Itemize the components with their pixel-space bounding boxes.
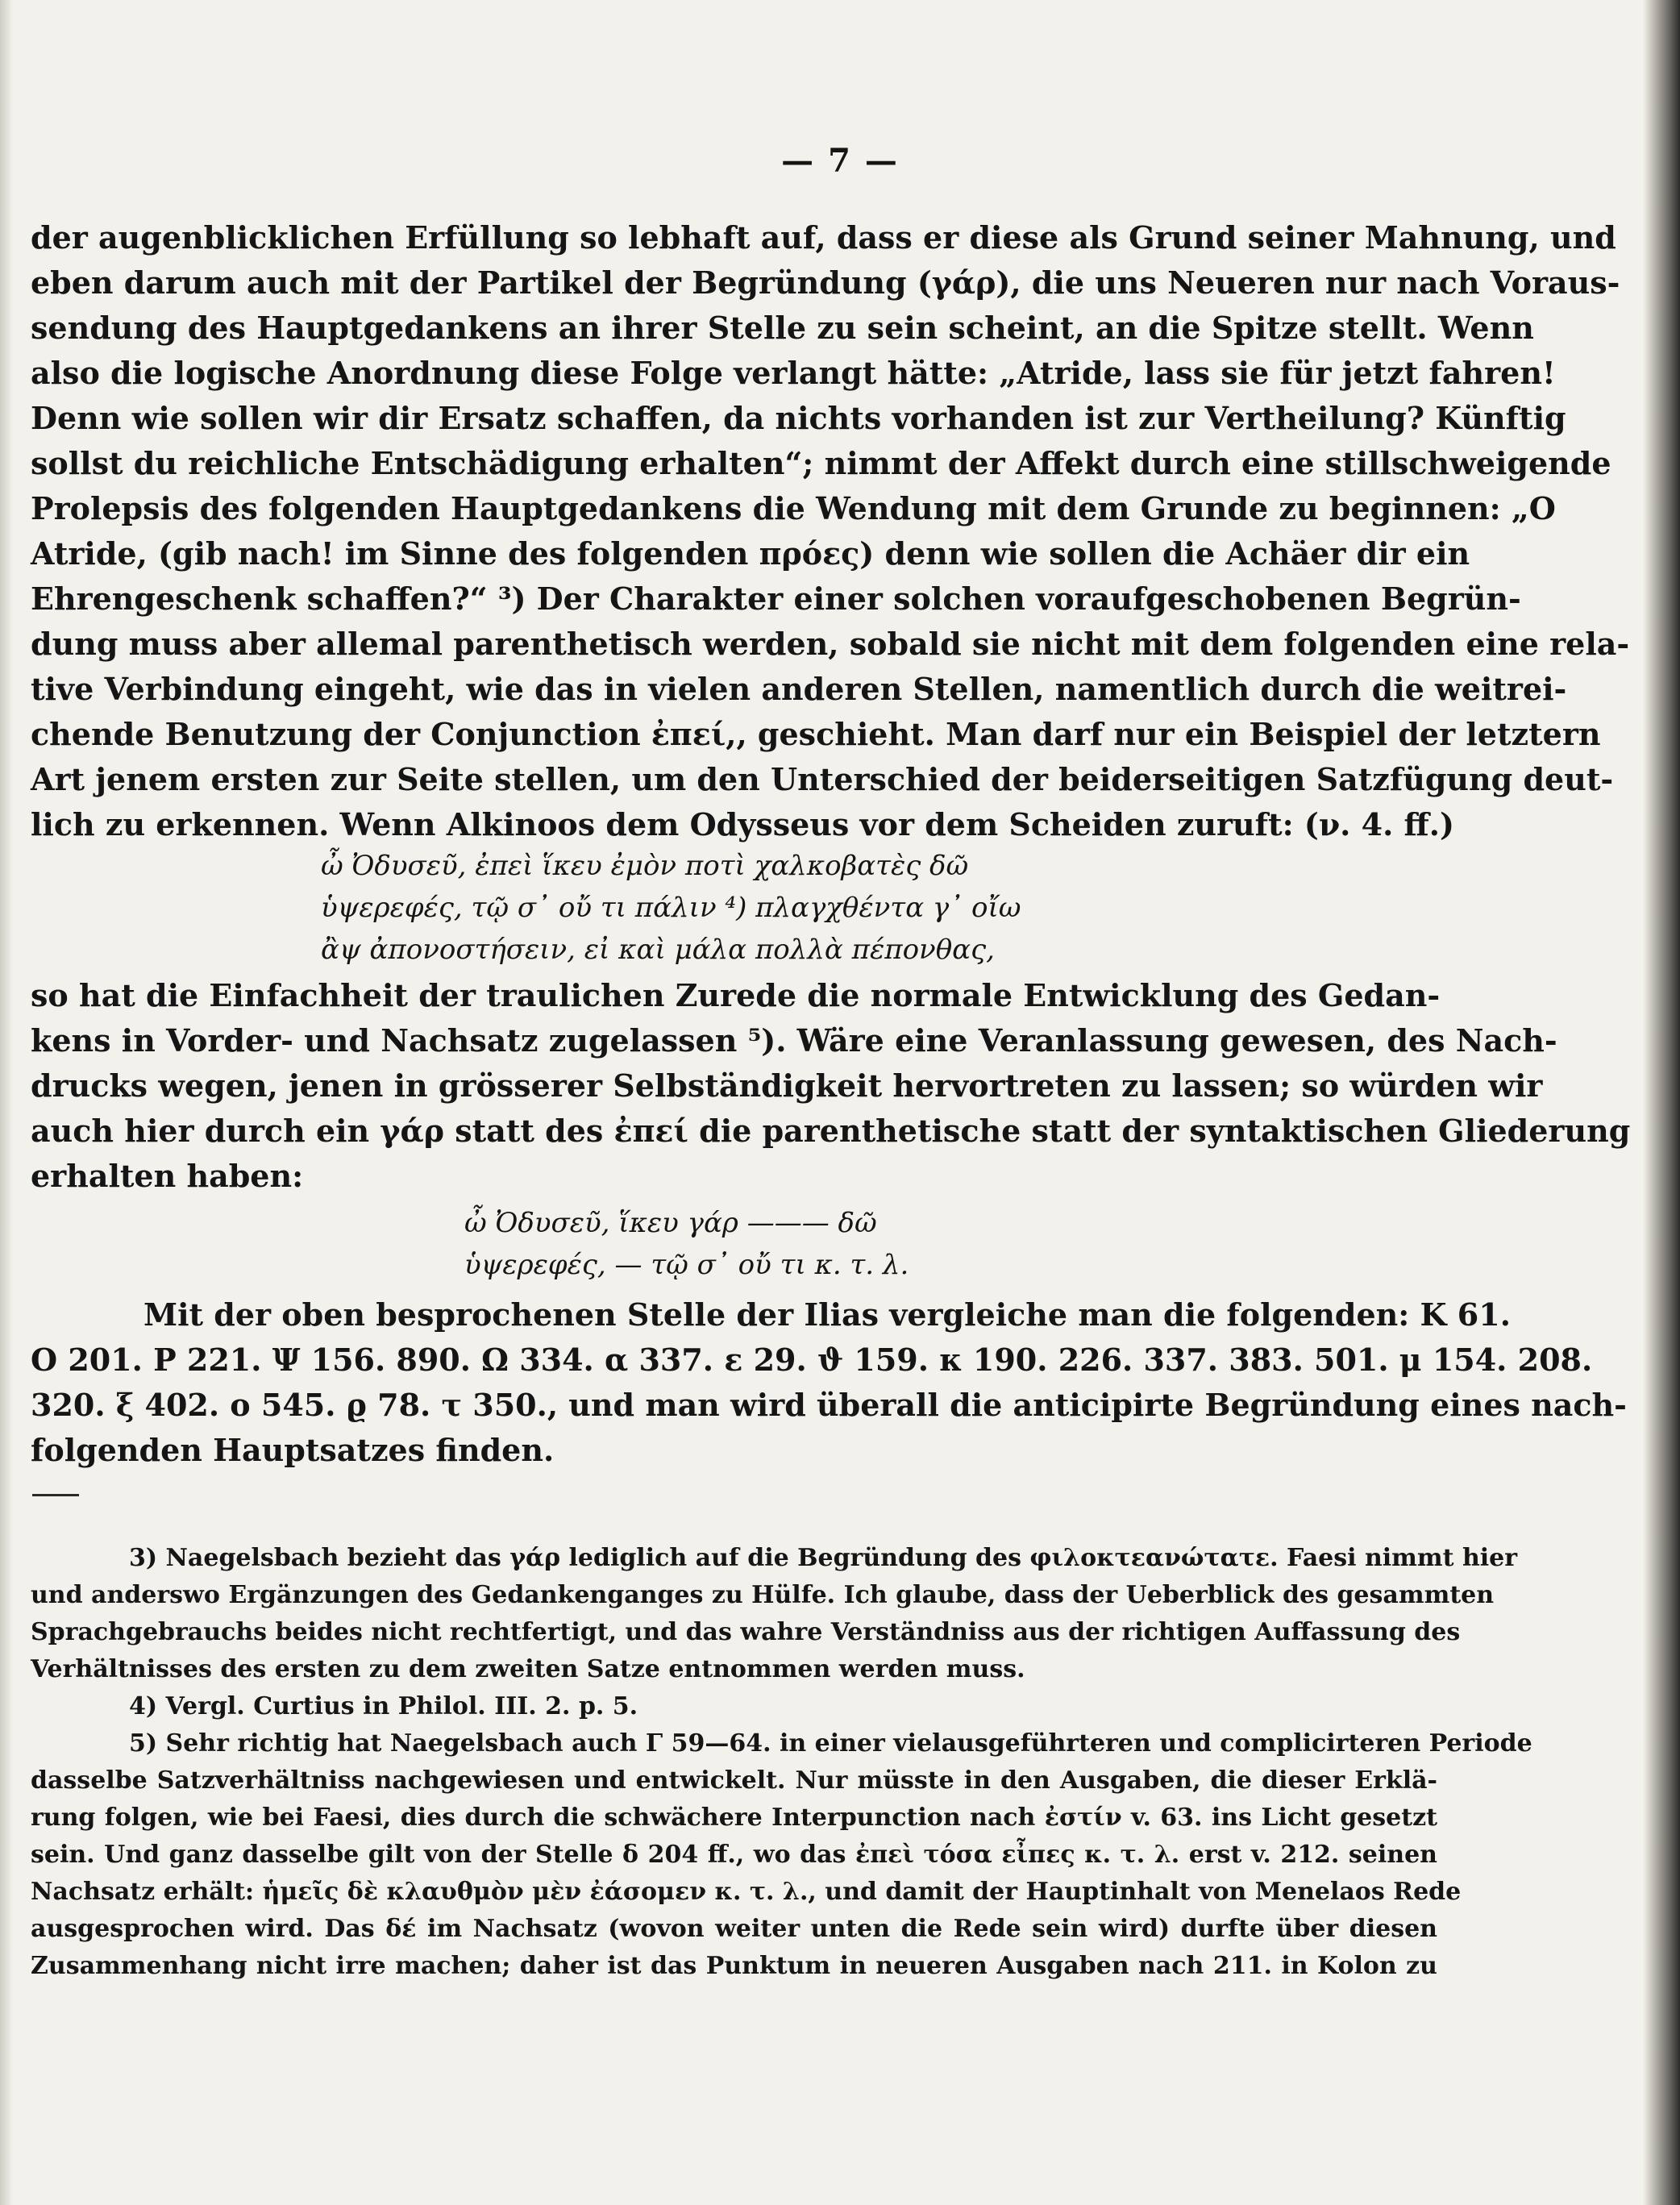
footnote-line: Verhältnisses des ersten zu dem zweiten Satze entnommen werden muss. <box>31 1655 1025 1683</box>
body-line: sollst du reichliche Entschädigung erhalten“; nimmt der Affekt durch eine stillschweigende <box>31 445 1611 481</box>
body-line: Denn wie sollen wir dir Ersatz schaffen, da nichts vorhanden ist zur Vertheilung? Künftig <box>31 400 1566 436</box>
footnote-line: Zusammenhang nicht irre machen; daher ist das Punktum in neueren Ausgaben nach 211. in Kolon zu <box>31 1952 1437 1980</box>
footnote-line: 5) Sehr richtig hat Naegelsbach auch Γ 59—64. in einer vielausgeführteren und complicirteren Periode <box>129 1729 1532 1758</box>
verse-line: ὑψερεφές, τῷ σ᾽ οὔ τι πάλιν ⁴) πλαγχθέντα γ᾽ οἴω <box>321 892 1021 924</box>
body-line: auch hier durch ein γάρ statt des ἐπεί die parenthetische statt der syntaktischen Gliederung <box>31 1113 1631 1149</box>
body-line: tive Verbindung eingeht, wie das in vielen anderen Stellen, namentlich durch die weitrei- <box>31 671 1567 707</box>
body-line: folgenden Hauptsatzes finden. <box>31 1432 555 1468</box>
body-line: Atride, (gib nach! im Sinne des folgenden πρόες) denn wie sollen die Achäer dir ein <box>31 535 1470 572</box>
footnote-line: 4) Vergl. Curtius in Philol. III. 2. p. 5. <box>129 1692 638 1720</box>
footnote-line: ausgesprochen wird. Das δέ im Nachsatz (wovon weiter unten die Rede sein wird) durfte über diesen <box>31 1915 1437 1943</box>
body-line: eben darum auch mit der Partikel der Begründung (γάρ), die uns Neueren nur nach Voraus- <box>31 264 1620 301</box>
body-line: drucks wegen, jenen in grösserer Selbständigkeit hervortreten zu lassen; so würden wir <box>31 1067 1543 1104</box>
page-left-edge <box>0 0 13 2205</box>
body-line: erhalten haben: <box>31 1158 304 1194</box>
body-line: O 201. P 221. Ψ 156. 890. Ω 334. α 337. ε 29. ϑ 159. κ 190. 226. 337. 383. 501. μ 154. 208. <box>31 1342 1593 1378</box>
footnote-line: Sprachgebrauchs beides nicht rechtfertigt, und das wahre Verständniss aus der richtigen Auffassung des <box>31 1618 1461 1646</box>
footnote-separator <box>32 1494 79 1496</box>
body-line: Mit der oben besprochenen Stelle der Ilias vergleiche man die folgenden: K 61. <box>143 1296 1511 1333</box>
body-line: lich zu erkennen. Wenn Alkinoos dem Odysseus vor dem Scheiden zuruft: (ν. 4. ff.) <box>31 806 1454 842</box>
body-line: Prolepsis des folgenden Hauptgedankens die Wendung mit dem Grunde zu beginnen: „O <box>31 490 1556 526</box>
body-line: kens in Vorder- und Nachsatz zugelassen ⁵). Wäre eine Veranlassung gewesen, des Nach- <box>31 1022 1557 1059</box>
footnote-line: und anderswo Ergänzungen des Gedankenganges zu Hülfe. Ich glaube, dass der Ueberblick des gesammten <box>31 1581 1495 1609</box>
verse-line: ἂψ ἀπονοστήσειν, εἰ καὶ μάλα πολλὰ πέπονθας, <box>321 934 995 966</box>
body-line: so hat die Einfachheit der traulichen Zurede die normale Entwicklung des Gedan- <box>31 977 1441 1013</box>
page-right-edge <box>1643 0 1680 2205</box>
page-number: — 7 — <box>781 142 899 180</box>
footnote-line: 3) Naegelsbach bezieht das γάρ lediglich auf die Begründung des φιλοκτεανώτατε. Faesi nimmt hier <box>129 1544 1518 1572</box>
verse-line: ὑψερεφές, — τῷ σ᾽ οὔ τι κ. τ. λ. <box>464 1249 909 1281</box>
body-line: also die logische Anordnung diese Folge verlangt hätte: „Atride, lass sie für jetzt fahren! <box>31 355 1556 391</box>
verse-line: ὦ Ὀδυσεῦ, ἵκευ γάρ ——— δῶ <box>464 1207 877 1239</box>
body-line: Art jenem ersten zur Seite stellen, um den Unterschied der beiderseitigen Satzfügung deut- <box>31 761 1614 797</box>
footnote-line: sein. Und ganz dasselbe gilt von der Stelle δ 204 ff., wo das ἐπεὶ τόσα εἶπες κ. τ. λ. erst v. 212. seinen <box>31 1841 1437 1869</box>
body-line: dung muss aber allemal parenthetisch werden, sobald sie nicht mit dem folgenden eine rela- <box>31 626 1630 662</box>
body-line: sendung des Hauptgedankens an ihrer Stelle zu sein scheint, an die Spitze stellt. Wenn <box>31 310 1534 346</box>
footnote-line: dasselbe Satzverhältniss nachgewiesen und entwickelt. Nur müsste in den Ausgaben, die dieser Erklä- <box>31 1766 1437 1795</box>
body-line: Ehrengeschenk schaffen?“ ³) Der Charakter einer solchen voraufgeschobenen Begrün- <box>31 580 1521 617</box>
body-line: chende Benutzung der Conjunction ἐπεί,, geschieht. Man darf nur ein Beispiel der letztern <box>31 716 1601 752</box>
body-line: 320. ξ 402. ο 545. ϱ 78. τ 350., und man wird überall die anticipirte Begründung eines nach- <box>31 1387 1627 1423</box>
footnote-line: Nachsatz erhält: ἡμεῖς δὲ κλαυθμὸν μὲν ἐάσομεν κ. τ. λ., und damit der Hauptinhalt von Menelaos Rede <box>31 1878 1462 1906</box>
body-line: der augenblicklichen Erfüllung so lebhaft auf, dass er diese als Grund seiner Mahnung, und <box>31 219 1616 256</box>
verse-line: ὦ Ὀδυσεῦ, ἐπεὶ ἵκευ ἐμὸν ποτὶ χαλκοβατὲς δῶ <box>321 850 969 882</box>
footnote-line: rung folgen, wie bei Faesi, dies durch die schwächere Interpunction nach ἐστίν v. 63. ins Licht gesetzt <box>31 1804 1437 1832</box>
